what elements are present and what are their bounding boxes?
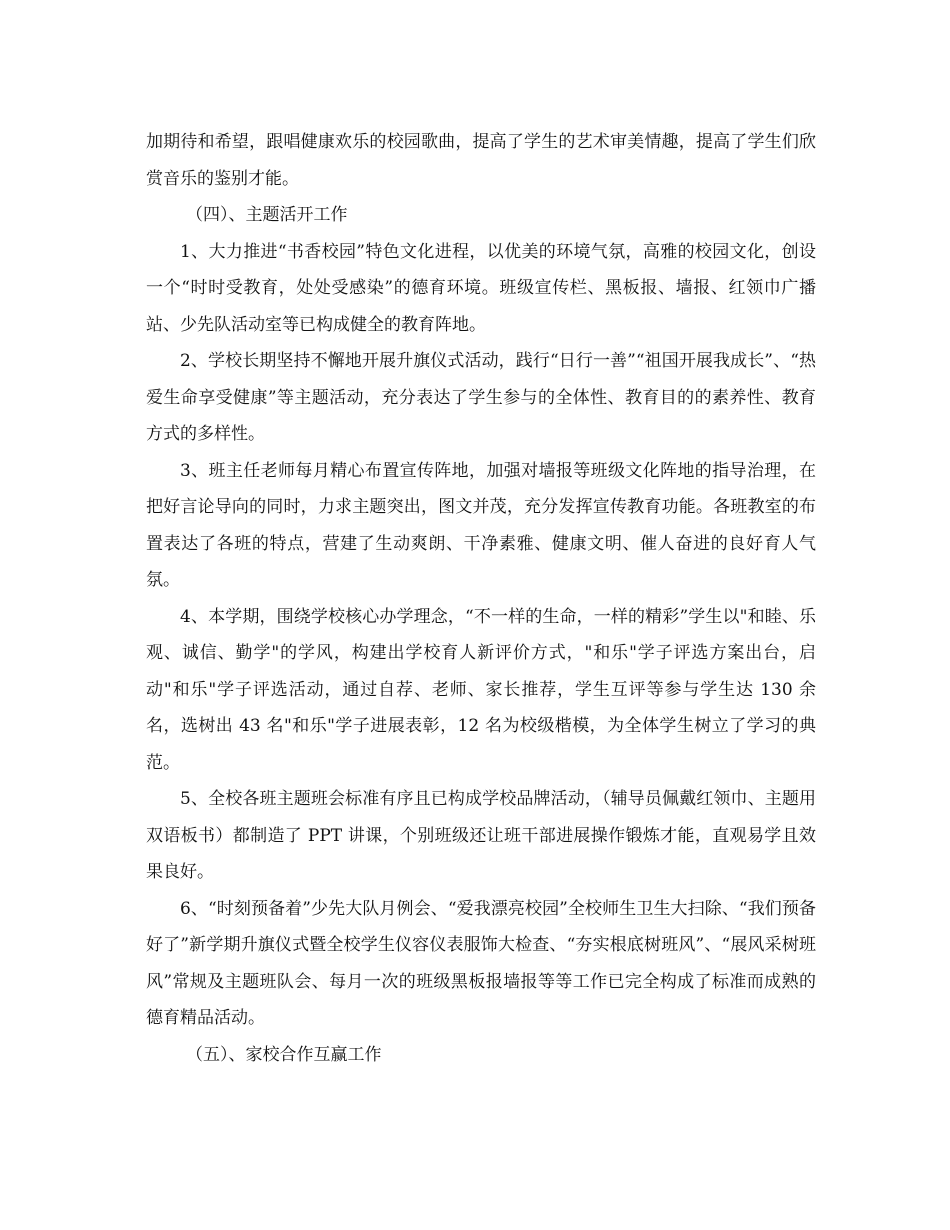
paragraph-item-4: 4、本学期，围绕学校核心办学理念，“不一样的生命，一样的精彩”学生以"和睦、乐观、诚信、勤学"的学风，构建出学校育人新评价方式，"和乐"学子评选方案出台，启动"和乐"学子评选活动，通过自荐、老师、家长推荐，学生互评等参与学生达 130 余名，选树出 43 名"和乐"学子进展表彰，12 名为校级楷模，为全体学生树立了学习的典范。 [146, 606, 816, 773]
paragraph-item-6: 6、“时刻预备着”少先大队月例会、“爱我漂亮校园”全校师生卫生大扫除、“我们预备好了”新学期升旗仪式暨全校学生仪容仪表服饰大检查、“夯实根底树班风”、“展风采树班风”常规及主题班队会、每月一次的班级黑板报墙报等等工作已完全构成了标准而成熟的德育精品活动。 [146, 898, 816, 1028]
paragraph-item-3: 3、班主任老师每月精心布置宣传阵地，加强对墙报等班级文化阵地的指导治理，在把好言论导向的同时，力求主题突出，图文并茂，充分发挥宣传教育功能。各班教室的布置表达了各班的特点，营建了生动爽朗、干净素雅、健康文明、催人奋进的良好育人气氛。 [146, 460, 816, 590]
section-heading-4: （四）、主题活开工作 [186, 205, 348, 225]
section-heading-5: （五）、家校合作互赢工作 [186, 1044, 382, 1065]
document-body [146, 124, 816, 1073]
paragraph-continuation: 加期待和希望，跟唱健康欢乐的校园歌曲，提高了学生的艺术审美情趣，提高了学生们欣赏音乐的鉴别才能。 [146, 132, 816, 189]
paragraph-item-5: 5、全校各班主题班会标准有序且已构成学校品牌活动，（辅导员佩戴红领巾、主题用双语板书）都制造了 PPT 讲课，个别班级还让班干部进展操作锻炼才能，直观易学且效果良好。 [146, 789, 816, 882]
paragraph-item-1: 1、大力推进“书香校园”特色文化进程，以优美的环境气氛，高雅的校园文化，创设一个“时时受教育，处处受感染”的德育环境。班级宣传栏、黑板报、墙报、红领巾广播站、少先队活动室等已构成健全的教育阵地。 [146, 241, 816, 335]
paragraph-item-2: 2、学校长期坚持不懈地开展升旗仪式活动，践行“日行一善”“祖国开展我成长”、“热爱生命享受健康”等主题活动，充分表达了学生参与的全体性、教育目的的素养性、教育方式的多样性。 [146, 351, 816, 444]
